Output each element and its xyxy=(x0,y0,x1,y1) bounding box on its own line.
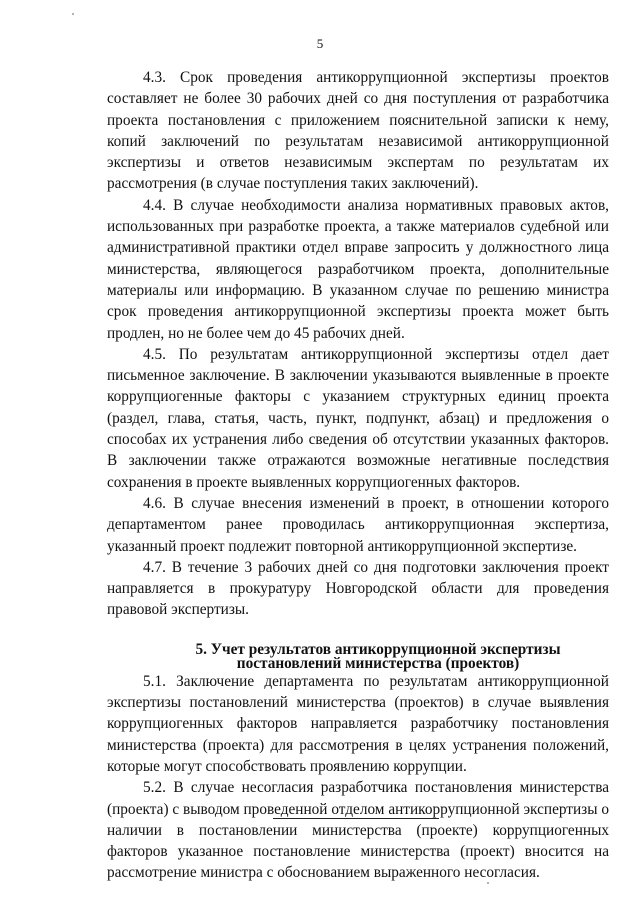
paragraph-5-2: 5.2. В случае несогласия разработчика постановления министерства (проекта) с выводом проведенной отделом антикоррупционной экспертизы о наличии в постановлении министерства (проекте) коррупциогенных факторов указанное постановление министерства (проект) вносится на рассмотрение министра с обоснованием выраженного несогласия. xyxy=(107,779,609,882)
section-5-heading-line-1: 5. Учет результатов антикоррупционной экспертизы xyxy=(195,640,561,658)
paragraph-4-3: 4.3. Срок проведения антикоррупционной экспертизы проектов составляет не более 30 рабочих дней со дня поступления от разработчика проекта постановления с приложением пояснительной записки к нему, копий заключений по результатам независимой антикоррупционной экспертизы и ответов независимым экспертам по результатам их рассмотрения (в случае поступления таких заключений). xyxy=(107,69,609,193)
paragraph-4-4: 4.4. В случае необходимости анализа нормативных правовых актов, использованных при разработке проекта, а также материалов судебной или административной практики отдел вправе запросить у должностного лица министерства, являющегося разработчиком проекта, дополнительные материалы или информацию. В указанном случае по решению министра срок проведения антикоррупционной экспертизы проекта может быть продлен, но не более чем до 45 рабочих дней. xyxy=(107,196,609,342)
section-5-heading-line-2: постановлений министерства (проектов) xyxy=(236,654,520,672)
paragraph-4-6: 4.6. В случае внесения изменений в проект, в отношении которого департаментом ранее проводилась антикоррупционная экспертиза, указанный проект подлежит повторной антикоррупционной экспертизе. xyxy=(107,494,609,555)
document-body xyxy=(107,67,609,884)
paragraph-4-7: 4.7. В течение 3 рабочих дней со дня подготовки заключения проект направляется в прокуратуру Новгородской области для проведения правовой экспертизы. xyxy=(107,558,609,619)
end-of-text-rule xyxy=(273,818,439,819)
section-5-heading xyxy=(107,640,609,672)
scan-speck xyxy=(72,13,74,15)
paragraph-4-5: 4.5. По результатам антикоррупционной экспертизы отдел дает письменное заключение. В заключении указываются выявленные в проекте коррупциогенные факторы с указанием структурных единиц проекта (раздел, глава, статья, часть, пункт, подпункт, абзац) и предложения о способах их устранения либо сведения об отсутствии указанных факторов. В заключении также отражаются возможные негативные последствия сохранения в проекте выявленных коррупциогенных факторов. xyxy=(107,345,609,491)
page-number: 5 xyxy=(316,36,324,51)
paragraph-5-1: 5.1. Заключение департамента по результатам антикоррупционной экспертизы постановлений министерства (проектов) в случае выявления коррупциогенных факторов направляется разработчику постановления министерства (проекта) для рассмотрения в целях устранения положений, которые могут способствовать проявлению коррупции. xyxy=(107,672,609,775)
